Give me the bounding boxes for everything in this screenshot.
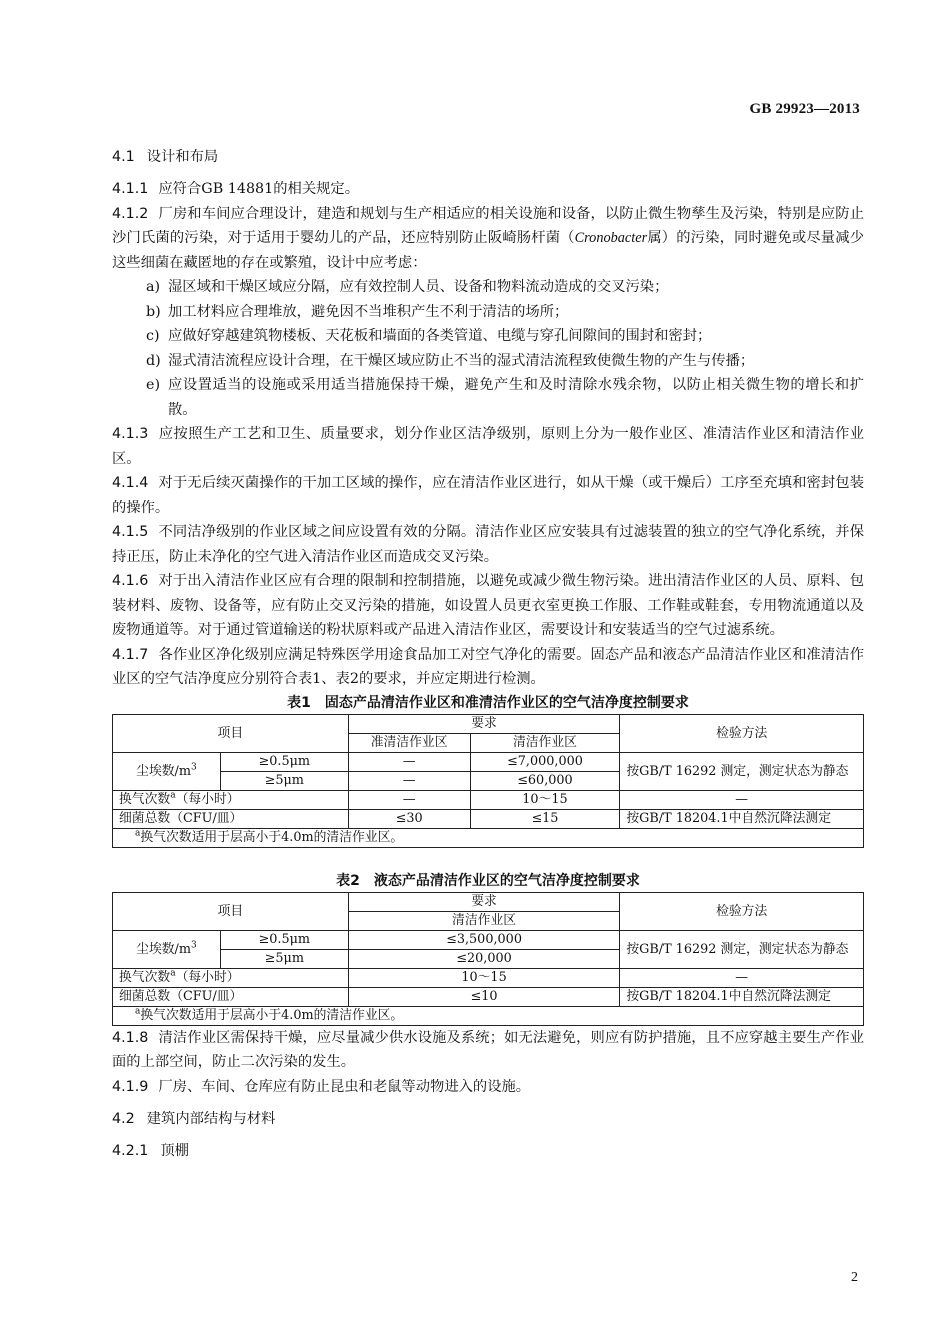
clause-number: 4.1.2 <box>112 205 149 222</box>
clause-text: 清洁作业区需保持干燥，应尽量减少供水设施及系统；如无法避免，则应有防护措施，且不应穿越主要生产作业面的上部空间，防止二次污染的发生。 <box>112 1029 864 1070</box>
header-item: 项目 <box>113 714 349 752</box>
dust-size-5: ≥5μm <box>220 949 348 968</box>
section-4-2-1-heading <box>112 1139 864 1163</box>
section-title: 设计和布局 <box>146 149 219 165</box>
list-item-d <box>112 349 864 374</box>
row-air-change-label: 换气次数$^a$（每小时） <box>113 790 349 809</box>
clause-4-1-8 <box>112 1026 864 1075</box>
air-change-clean: 10～15 <box>470 790 620 809</box>
bacteria-method: 按GB/T 18204.1中自然沉降法测定 <box>620 987 864 1006</box>
dust-0-5-quasi: — <box>348 752 470 771</box>
clause-number: 4.1.6 <box>112 573 149 589</box>
list-item-a <box>112 275 864 300</box>
table-1-caption: 表1 固态产品清洁作业区和准清洁作业区的空气洁净度控制要求 <box>287 694 689 711</box>
dust-0-5-clean: ≤3,500,000 <box>348 930 620 949</box>
header-requirement: 要求 <box>348 892 620 911</box>
list-text: 应设置适当的设施或采用适当措施保持干燥，避免产生和及时清除水残余物，以防止相关微生物的增长和扩散。 <box>168 377 864 418</box>
clause-number: 4.1.1 <box>112 181 149 197</box>
air-change-clean: 10～15 <box>348 968 620 987</box>
header-method: 检验方法 <box>620 892 864 930</box>
header-method: 检验方法 <box>620 714 864 752</box>
section-number: 4.2.1 <box>112 1143 149 1159</box>
list-text: 加工材料应合理堆放，避免因不当堆积产生不利于清洁的场所； <box>168 303 569 320</box>
list-item-c <box>112 324 864 349</box>
clause-text: 对于无后续灭菌操作的干加工区域的操作，应在清洁作业区进行，如从干燥（或干燥后）工序至充填和密封包装的操作。 <box>112 475 864 516</box>
clause-text: 应符合GB 14881的相关规定。 <box>158 181 360 197</box>
clause-number: 4.1.7 <box>112 646 149 663</box>
clause-4-1-1 <box>112 177 864 202</box>
table-1-footnote: $^a$换气次数适用于层高小于4.0m的清洁作业区。 <box>113 828 864 847</box>
dust-5-clean: ≤60,000 <box>470 771 620 790</box>
clause-4-1-6 <box>112 569 864 643</box>
header-clean-zone: 清洁作业区 <box>470 733 620 752</box>
header-requirement: 要求 <box>348 714 620 733</box>
clause-text: 不同洁净级别的作业区域之间应设置有效的分隔。清洁作业区应安装具有过滤装置的独立的空气净化系统，并保持正压，防止未净化的空气进入清洁作业区而造成交叉污染。 <box>112 524 864 565</box>
dust-0-5-clean: ≤7,000,000 <box>470 752 620 771</box>
table-2-footnote: $^a$换气次数适用于层高小于4.0m的清洁作业区。 <box>113 1006 864 1025</box>
list-label: e) <box>146 377 161 393</box>
table-2 <box>112 892 864 1026</box>
clause-4-1-3 <box>112 422 864 471</box>
header-clean-zone: 清洁作业区 <box>348 911 620 930</box>
list-text: 湿区域和干燥区域应分隔，应有效控制人员、设备和物料流动造成的交叉污染； <box>168 279 669 295</box>
section-4-2-heading <box>112 1107 864 1131</box>
row-dust-label: 尘埃数$/m^3$ <box>113 752 221 790</box>
dust-size-0-5: ≥0.5μm <box>220 752 348 771</box>
bacteria-method: 按GB/T 18204.1中自然沉降法测定 <box>620 809 864 828</box>
row-air-change-label: 换气次数$^a$（每小时） <box>113 968 349 987</box>
section-title: 顶棚 <box>160 1143 189 1159</box>
list-label: a) <box>146 279 161 295</box>
clause-4-1-7 <box>112 643 864 692</box>
genus-name: Cronobacter <box>574 230 648 246</box>
clause-text: 各作业区净化级别应满足特殊医学用途食品加工对空气净化的需要。固态产品和液态产品清洁作业区和准清洁作业区的空气洁净度应分别符合表1、表2的要求，并应定期进行检测。 <box>112 646 864 687</box>
air-change-method: — <box>620 790 864 809</box>
header-quasi-clean-zone: 准清洁作业区 <box>348 733 470 752</box>
clause-number: 4.1.5 <box>112 524 149 540</box>
page-number: 2 <box>851 1270 858 1285</box>
list-label: c) <box>146 328 160 344</box>
clause-4-1-4 <box>112 471 864 520</box>
clause-4-1-5 <box>112 520 864 569</box>
dust-5-clean: ≤20,000 <box>348 949 620 968</box>
list-item-e <box>112 373 864 422</box>
section-title: 建筑内部结构与材料 <box>146 1111 276 1127</box>
air-change-quasi: — <box>348 790 470 809</box>
row-bacteria-label: 细菌总数（CFU/皿） <box>113 987 349 1006</box>
clause-text: 对于出入清洁作业区应有合理的限制和控制措施，以避免或减少微生物污染。进出清洁作业区的人员、原料、包装材料、废物、设备等，应有防止交叉污染的措施，如设置人员更衣室更换工作服、工作鞋或鞋套，专用物流通道以及废物通道等。对于通过管道输送的粉状原料或产品进入清洁作业区，需要设计和安装适当的空气过滤系统。 <box>112 573 864 638</box>
table-2-caption: 表2 液态产品清洁作业区的空气洁净度控制要求 <box>336 872 640 889</box>
row-bacteria-label: 细菌总数（CFU/皿） <box>113 809 349 828</box>
dust-method: 按GB/T 16292 测定，测定状态为静态 <box>620 752 864 790</box>
clause-text-part-1: 厂房和车间应合理设计，建造和规划与生产相适应的相关设施和设备，以防止微生物孳生及污染，特别是应防止沙门氏菌的污染，对于适用于婴幼儿的产品，还应特别防止阪崎肠杆菌（ <box>112 205 864 246</box>
list-label: b) <box>146 303 161 320</box>
dust-size-5: ≥5μm <box>220 771 348 790</box>
section-number: 4.1 <box>112 149 135 165</box>
list-text: 应做好穿越建筑物楼板、天花板和墙面的各类管道、电缆与穿孔间隙间的围封和密封； <box>168 328 712 344</box>
bacteria-clean: ≤15 <box>470 809 620 828</box>
dust-5-quasi: — <box>348 771 470 790</box>
list-item-b <box>112 300 864 325</box>
clause-number: 4.1.8 <box>112 1029 149 1046</box>
list-text: 湿式清洁流程应设计合理，在干燥区域应防止不当的湿式清洁流程致使微生物的产生与传播； <box>168 352 755 369</box>
document-body <box>112 145 864 1171</box>
row-dust-label: 尘埃数$/m^3$ <box>113 930 221 968</box>
clause-text: 应按照生产工艺和卫生、质量要求，划分作业区洁净级别，原则上分为一般作业区、准清洁作业区和清洁作业区。 <box>112 426 864 467</box>
clause-4-1-2 <box>112 202 864 276</box>
table-1 <box>112 714 864 848</box>
list-label: d) <box>146 352 161 369</box>
header-item: 项目 <box>113 892 349 930</box>
bacteria-clean: ≤10 <box>348 987 620 1006</box>
bacteria-quasi: ≤30 <box>348 809 470 828</box>
section-4-1-heading <box>112 145 864 169</box>
section-number: 4.2 <box>112 1111 135 1127</box>
air-change-method: — <box>620 968 864 987</box>
clause-4-1-9 <box>112 1075 864 1100</box>
clause-number: 4.1.4 <box>112 475 149 491</box>
dust-method: 按GB/T 16292 测定，测定状态为静态 <box>620 930 864 968</box>
clause-number: 4.1.9 <box>112 1078 149 1095</box>
dust-size-0-5: ≥0.5μm <box>220 930 348 949</box>
clause-text-part-2: 属）的污染，同时避免或尽量减少这些细菌在藏匿地的存在或繁殖，设计中应考虑： <box>112 230 865 271</box>
standard-number-header: GB 29923—2013 <box>749 101 860 117</box>
clause-number: 4.1.3 <box>112 426 149 442</box>
clause-text: 厂房、车间、仓库应有防止昆虫和老鼠等动物进入的设施。 <box>158 1078 531 1095</box>
